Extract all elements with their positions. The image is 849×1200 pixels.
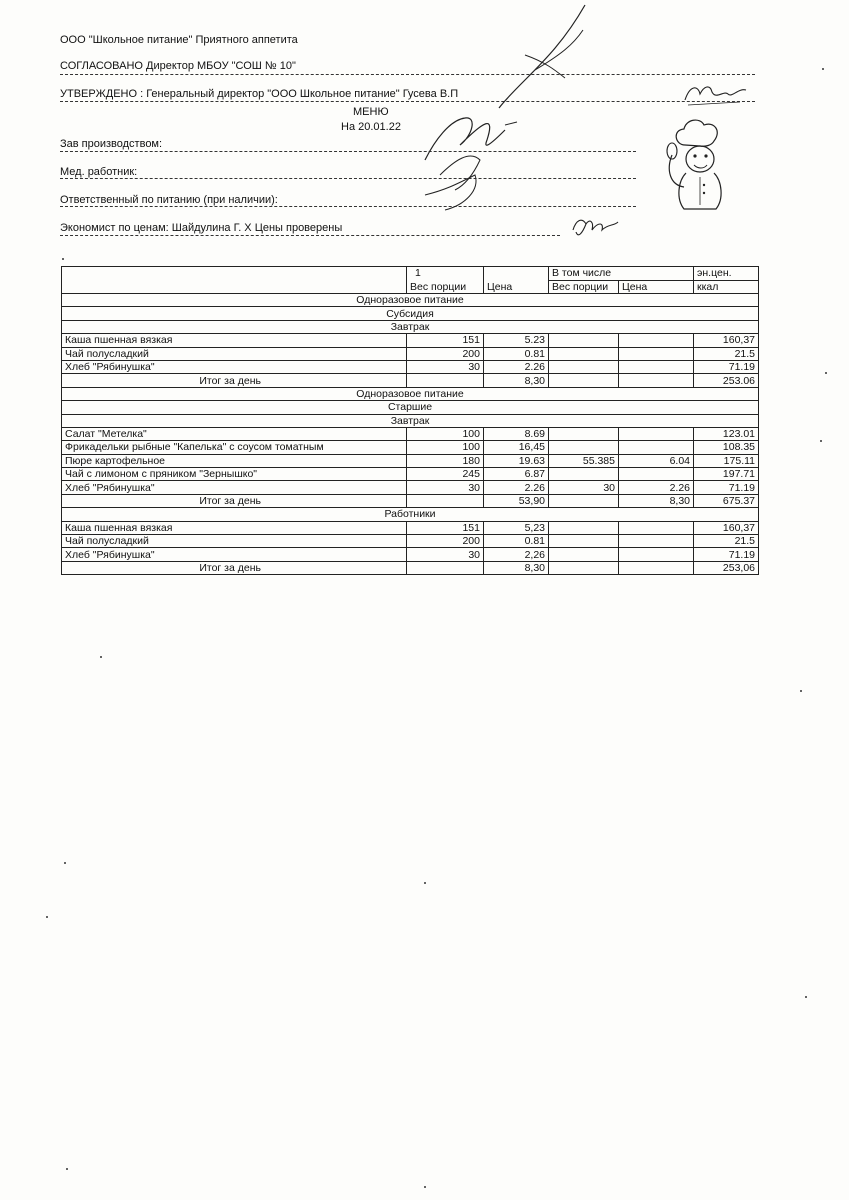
scan-speck <box>66 1168 68 1170</box>
dish-sub-price <box>619 334 694 347</box>
dish-weight: 30 <box>407 481 484 494</box>
total-kcal: 253,06 <box>694 561 759 574</box>
dish-weight: 151 <box>407 521 484 534</box>
director-signature <box>395 0 645 215</box>
dish-sub-weight <box>549 521 619 534</box>
total-sub-price: 8,30 <box>619 494 694 507</box>
header-portion-weight-label: Вес порции <box>410 281 467 293</box>
total-sub-weight <box>549 374 619 387</box>
scan-speck <box>62 258 64 260</box>
dish-weight: 200 <box>407 347 484 360</box>
economist-signature <box>568 212 628 242</box>
organization-name: ООО "Школьное питание" Приятного аппетита <box>60 34 298 46</box>
dish-sub-weight <box>549 468 619 481</box>
dish-sub-price <box>619 441 694 454</box>
dish-kcal: 21.5 <box>694 347 759 360</box>
total-weight <box>407 561 484 574</box>
dish-sub-price <box>619 347 694 360</box>
dish-name: Чай с лимоном с пряником "Зернышко" <box>62 468 407 481</box>
section-row <box>62 508 759 521</box>
rows-group-2 <box>62 427 759 494</box>
dish-sub-weight: 55.385 <box>549 454 619 467</box>
rows-group-3 <box>62 521 759 561</box>
dish-kcal: 175.11 <box>694 454 759 467</box>
dish-sub-weight <box>549 535 619 548</box>
dish-price: 6.87 <box>484 468 549 481</box>
total-row <box>62 561 759 574</box>
economist-underline <box>60 235 560 236</box>
dish-price: 5,23 <box>484 521 549 534</box>
total-label: Итог за день <box>62 561 407 574</box>
dish-sub-price <box>619 548 694 561</box>
dish-weight: 200 <box>407 535 484 548</box>
header-energy-top: эн.цен. <box>694 267 759 281</box>
table-row <box>62 334 759 347</box>
table-row <box>62 454 759 467</box>
scan-speck <box>805 996 807 998</box>
table-row <box>62 468 759 481</box>
dish-sub-price <box>619 535 694 548</box>
total-sub-price <box>619 561 694 574</box>
dish-weight: 30 <box>407 360 484 373</box>
scan-speck <box>100 656 102 658</box>
scan-speck <box>822 68 824 70</box>
dish-sub-weight <box>549 441 619 454</box>
total-kcal: 675.37 <box>694 494 759 507</box>
dish-weight: 245 <box>407 468 484 481</box>
production-head-label: Зав производством: <box>60 138 163 150</box>
chef-mascot-icon <box>660 115 735 215</box>
economist-label: Экономист по ценам: Шайдулина Г. Х Цены проверены <box>60 222 343 234</box>
menu-table <box>61 266 759 575</box>
total-price: 8,30 <box>484 374 549 387</box>
table-header-row <box>62 267 759 281</box>
section-row <box>62 307 759 320</box>
dish-weight: 180 <box>407 454 484 467</box>
section-row <box>62 387 759 400</box>
dish-sub-price <box>619 468 694 481</box>
section-row <box>62 401 759 414</box>
table-row <box>62 521 759 534</box>
total-price: 8,30 <box>484 561 549 574</box>
dish-price: 2.26 <box>484 481 549 494</box>
dish-price: 16,45 <box>484 441 549 454</box>
menu-date: На 20.01.22 <box>341 121 401 133</box>
dish-price: 19.63 <box>484 454 549 467</box>
general-director-signature <box>680 80 750 110</box>
section-row <box>62 414 759 427</box>
scan-speck <box>46 916 48 918</box>
dish-sub-weight <box>549 360 619 373</box>
section-subtitle: Старшие <box>62 401 759 414</box>
dish-kcal: 108.35 <box>694 441 759 454</box>
dish-sub-price <box>619 360 694 373</box>
dish-sub-weight <box>549 427 619 440</box>
table-row <box>62 535 759 548</box>
dish-name: Салат "Метелка" <box>62 427 407 440</box>
dish-name: Каша пшенная вязкая <box>62 334 407 347</box>
dish-sub-weight: 30 <box>549 481 619 494</box>
dish-sub-weight <box>549 347 619 360</box>
total-sub-weight <box>549 561 619 574</box>
agreed-line: СОГЛАСОВАНО Директор МБОУ "СОШ № 10" <box>60 60 296 72</box>
total-row <box>62 494 759 507</box>
dish-weight: 30 <box>407 548 484 561</box>
table-row <box>62 427 759 440</box>
table-row <box>62 347 759 360</box>
total-weight <box>407 494 484 507</box>
dish-weight: 100 <box>407 427 484 440</box>
dish-weight: 100 <box>407 441 484 454</box>
header-including: В том числе <box>549 267 694 281</box>
total-sub-price <box>619 374 694 387</box>
dish-sub-price: 6.04 <box>619 454 694 467</box>
header-mark: 1 <box>415 267 421 279</box>
dish-price: 0.81 <box>484 347 549 360</box>
section-title: Одноразовое питание <box>62 387 759 400</box>
table-row <box>62 441 759 454</box>
total-price: 53,90 <box>484 494 549 507</box>
dish-name: Хлеб "Рябинушка" <box>62 548 407 561</box>
dish-kcal: 71.19 <box>694 360 759 373</box>
approved-line: УТВЕРЖДЕНО : Генеральный директор "ООО Школьное питание" Гусева В.П <box>60 88 459 100</box>
dish-kcal: 123.01 <box>694 427 759 440</box>
section-row <box>62 320 759 333</box>
header-energy-bottom: ккал <box>694 280 759 294</box>
section-meal: Завтрак <box>62 320 759 333</box>
table-row <box>62 360 759 373</box>
total-weight <box>407 374 484 387</box>
total-label: Итог за день <box>62 494 407 507</box>
header-sub-price: Цена <box>619 280 694 294</box>
header-sub-weight: Вес порции <box>549 280 619 294</box>
total-kcal: 253.06 <box>694 374 759 387</box>
menu-title: МЕНЮ <box>353 106 389 118</box>
dish-sub-weight <box>549 334 619 347</box>
section-title: Работники <box>62 508 759 521</box>
header-portion-weight <box>407 267 484 294</box>
dish-kcal: 71.19 <box>694 548 759 561</box>
scan-speck <box>820 440 822 442</box>
dish-sub-price: 2.26 <box>619 481 694 494</box>
dish-name: Чай полусладкий <box>62 535 407 548</box>
dish-sub-price <box>619 427 694 440</box>
header-price: Цена <box>484 267 549 294</box>
dish-name: Хлеб "Рябинушка" <box>62 481 407 494</box>
section-subtitle: Субсидия <box>62 307 759 320</box>
dish-price: 0.81 <box>484 535 549 548</box>
dish-price: 2,26 <box>484 548 549 561</box>
section-title: Одноразовое питание <box>62 294 759 307</box>
scan-speck <box>800 690 802 692</box>
nutrition-responsible-label: Ответственный по питанию (при наличии): <box>60 194 278 206</box>
dish-sub-weight <box>549 548 619 561</box>
dish-kcal: 160,37 <box>694 334 759 347</box>
dish-weight: 151 <box>407 334 484 347</box>
section-row <box>62 294 759 307</box>
dish-kcal: 21.5 <box>694 535 759 548</box>
dish-name: Хлеб "Рябинушка" <box>62 360 407 373</box>
rows-group-1 <box>62 334 759 374</box>
table-header-name-cell <box>62 267 407 294</box>
medic-label: Мед. работник: <box>60 166 138 178</box>
dish-kcal: 71.19 <box>694 481 759 494</box>
dish-kcal: 197.71 <box>694 468 759 481</box>
scan-speck <box>424 882 426 884</box>
dish-price: 5.23 <box>484 334 549 347</box>
scan-speck <box>424 1186 426 1188</box>
table-row <box>62 548 759 561</box>
table-row <box>62 481 759 494</box>
dish-price: 8.69 <box>484 427 549 440</box>
total-label: Итог за день <box>62 374 407 387</box>
scan-speck <box>64 862 66 864</box>
dish-name: Фрикадельки рыбные "Капелька" с соусом томатным <box>62 441 407 454</box>
dish-name: Каша пшенная вязкая <box>62 521 407 534</box>
dish-kcal: 160,37 <box>694 521 759 534</box>
dish-name: Пюре картофельное <box>62 454 407 467</box>
dish-sub-price <box>619 521 694 534</box>
scan-speck <box>825 372 827 374</box>
dish-name: Чай полусладкий <box>62 347 407 360</box>
dish-price: 2.26 <box>484 360 549 373</box>
total-row <box>62 374 759 387</box>
total-sub-weight <box>549 494 619 507</box>
section-meal: Завтрак <box>62 414 759 427</box>
